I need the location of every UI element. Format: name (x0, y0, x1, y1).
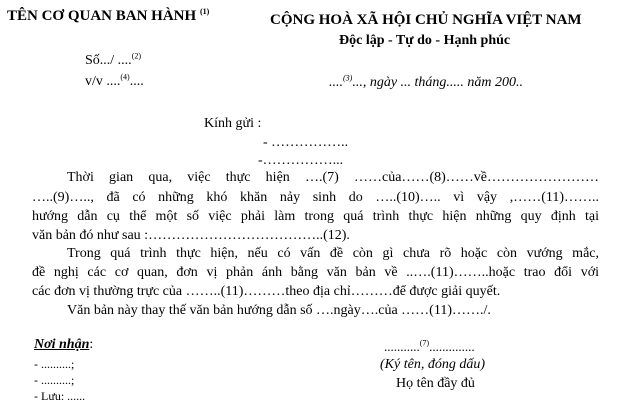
recipient-line: -……………... (258, 153, 344, 168)
body-paragraph-line: Trong quá trình thực hiện, nếu có vấn đề còn gì chưa rõ hoặc còn vướng mắc, (67, 246, 599, 261)
body-paragraph-line: đề nghị các cơ quan, đơn vị phản ánh bằng văn bản về ..….(11)……..hoặc trao đổi với (32, 265, 599, 280)
document-number: Số.../ ....$^{(2)}$ (85, 51, 142, 68)
body-paragraph-line: hướng dẫn cụ thể một số việc phải làm trong quá trình thực hiện những quy định tại (32, 209, 599, 224)
national-title: CỘNG HOÀ XÃ HỘI CHỦ NGHĨA VIỆT NAM (270, 12, 582, 28)
date-line: ....$^{(3)}$..., ngày ... tháng..... năm 200.. (329, 73, 524, 90)
subject-line: v/v ....$^{(4)}$.... (85, 72, 144, 89)
body-paragraph-line: Văn bản này thay thế văn bản hướng dẫn số ….ngày….của ……(11)……./. (67, 303, 491, 318)
body-paragraph-line: văn bản đó như sau :………………………………..(12). (32, 228, 350, 243)
recipient-label: Kính gửi : (204, 116, 262, 131)
signatory-footnote: (7) (419, 338, 430, 348)
body-paragraph-line: …..(9)….., đã có những khó khăn nảy sinh do …..(10)….. vì vậy ,……(11)…….. (32, 190, 599, 205)
footer-recipient-line: - Lưu: ...... (34, 389, 86, 403)
issuing-agency: TÊN CƠ QUAN BAN HÀNH $^{(1)}$ (7, 7, 210, 24)
recipient-line: - …………….. (263, 135, 349, 150)
signature-instruction: (Ký tên, đóng dấu) (380, 357, 485, 372)
agency-footnote: (1) (199, 7, 210, 16)
footer-recipient-line: - ..........; (34, 357, 75, 371)
date-footnote: (3) (343, 73, 353, 83)
subject-footnote: (4) (120, 72, 130, 82)
body-paragraph-line: Thời gian qua, việc thực hiện ….(7) ……của……(8)……về…………………… (67, 170, 599, 185)
signatory-full-name: Họ tên đầy đủ (396, 376, 475, 391)
recipients-footer-label: Nơi nhận: (34, 337, 94, 352)
signatory-title: ...........$^{(7)}$.............. (384, 338, 475, 354)
number-footnote: (2) (131, 51, 142, 61)
body-paragraph-line: các đơn vị thường trực của ……..(11)………theo địa chỉ………để được giải quyết. (32, 284, 501, 299)
national-motto: Độc lập - Tự do - Hạnh phúc (339, 33, 511, 48)
footer-recipient-line: - ..........; (34, 373, 75, 387)
